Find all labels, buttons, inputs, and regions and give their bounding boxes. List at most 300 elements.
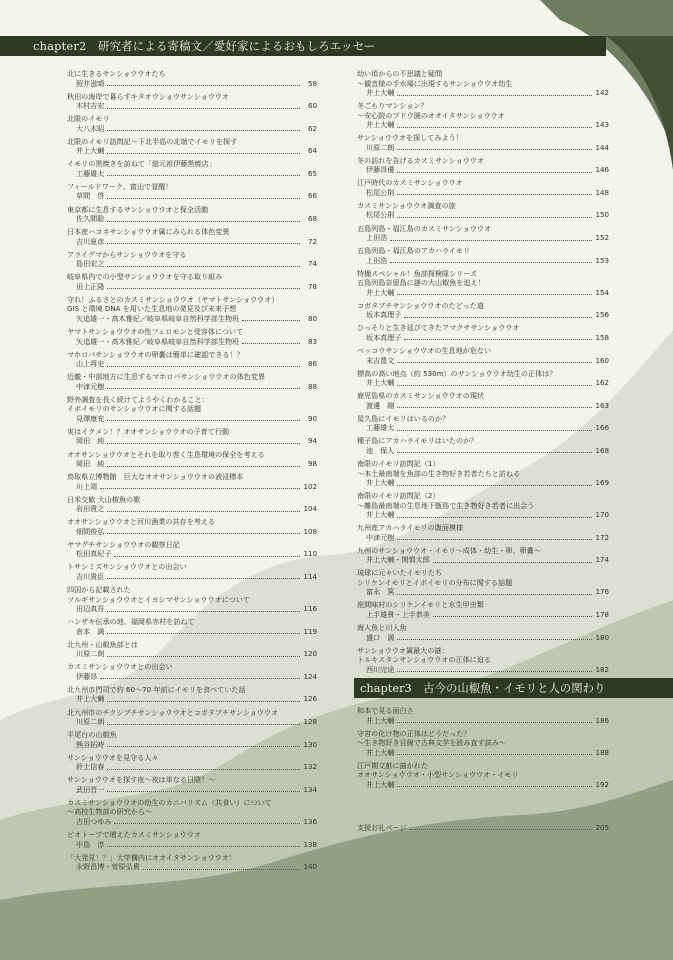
dot-leader: [107, 701, 300, 702]
toc-entry: [67, 227, 317, 246]
entry-author-line: [357, 510, 609, 520]
entry-author-line: [357, 446, 609, 456]
entry-author: 古田つゆみ: [76, 816, 112, 826]
toc-entry: [357, 523, 609, 542]
dot-leader: [107, 153, 300, 154]
entry-title: 屋久島にイモリはいるのか？: [357, 413, 450, 423]
toc-entry: [67, 640, 317, 659]
entry-title: サンショウウオを探す夜〜夜は単なる日陰？〜: [67, 775, 216, 785]
dot-leader: [107, 175, 300, 176]
entry-author: 見澤康充: [76, 413, 105, 423]
entry-author: 川原二朗: [76, 717, 105, 727]
entry-author-line: [67, 459, 317, 469]
toc-entry: [67, 830, 317, 849]
entry-title: ベッコウサンショウウオの生息地が危ない: [357, 346, 492, 356]
toc-entry: [357, 101, 609, 130]
toc-entry: [357, 646, 609, 675]
entry-author: 上手雄貴・上手恭美: [366, 609, 430, 619]
dot-leader: [397, 594, 592, 595]
entry-author-line: [357, 533, 609, 543]
toc-entry: [67, 708, 317, 727]
entry-page-number: 102: [303, 481, 317, 491]
dot-leader: [107, 198, 300, 199]
toc-entry: [357, 623, 609, 642]
toc-entry: [357, 346, 609, 365]
entry-author-line: [357, 401, 609, 411]
toc-entry: [67, 517, 317, 536]
toc-entry: [67, 295, 317, 324]
entry-author: 池 保人: [366, 445, 395, 455]
entry-title: 〜生き物好き目線で古典文学を読み直す試み〜: [357, 738, 506, 748]
dot-leader: [107, 288, 300, 289]
entry-title: ヤマトサンショウウオの性フェロモンと受容体について: [67, 327, 244, 337]
entry-author: 照井滋晴: [76, 78, 105, 88]
entry-author: 伊藤昂: [76, 671, 98, 681]
entry-title: 日本産ハコネサンショウウオ属にみられる体色変異: [67, 227, 230, 237]
entry-author: 上田浩: [366, 233, 388, 243]
chapter3-entries: [357, 706, 609, 789]
dot-leader: [404, 339, 592, 340]
entry-author-line: [67, 314, 317, 324]
entry-author-line: [357, 633, 609, 643]
toc-entry: [67, 562, 317, 581]
entry-author: 山上将史: [76, 359, 105, 369]
entry-author: 吉川貴臣: [76, 571, 105, 581]
entry-page-number: 64: [307, 146, 317, 156]
dot-leader: [397, 407, 592, 408]
entry-author-line: [67, 382, 317, 392]
dot-leader: [107, 221, 300, 222]
dot-leader: [397, 172, 592, 173]
entry-author: 田上正隆: [76, 281, 105, 291]
entry-author-line: [67, 762, 317, 772]
entry-page-number: 86: [307, 359, 317, 369]
toc-entry: [67, 92, 317, 111]
toc-entry: [67, 617, 317, 636]
entry-author: 畑間俊弘: [76, 526, 105, 536]
toc-entry: [357, 224, 609, 243]
entry-author-line: [67, 740, 317, 750]
toc-entry: [67, 540, 317, 559]
entry-title: 東京都に生息するサンショウウオと保全活動: [67, 204, 209, 214]
dot-leader: [114, 823, 300, 824]
entry-author-line: [357, 120, 609, 130]
entry-author: 川原二朗: [76, 649, 105, 659]
entry-page-number: 192: [595, 779, 609, 789]
entry-title: ヤマグチサンショウウオの観察日記: [67, 539, 180, 549]
entry-author-line: [357, 423, 609, 433]
entry-page-number: 153: [595, 255, 609, 265]
dot-leader: [107, 130, 300, 131]
entry-author: 伊藤昂優: [366, 165, 395, 175]
entry-page-number: 186: [595, 715, 609, 725]
toc-entry: [67, 472, 317, 491]
entry-author: 大八木昭: [76, 123, 105, 133]
toc-entry: [357, 414, 609, 433]
toc-entry: [357, 491, 609, 520]
dot-leader: [107, 656, 300, 657]
entry-page-number: 68: [307, 214, 317, 224]
entry-author: 鈴士信春: [76, 762, 105, 772]
spacer: [357, 793, 609, 823]
toc-entry: [67, 585, 317, 614]
entry-title: トルキスタンサンショウウオの正体に迫る: [357, 655, 491, 665]
entry-page-number: 66: [307, 191, 317, 201]
toc-entry: [67, 775, 317, 794]
dot-leader: [397, 786, 592, 787]
entry-title: コガタブチサンショウウオのたどった道: [357, 300, 484, 310]
entry-page-number: 126: [303, 694, 317, 704]
entry-author: 田辺真吾: [76, 604, 105, 614]
toc-entry: [357, 369, 609, 388]
entry-title: オオサンショウウオとそれを取り巻く生息環境の保全を考える: [67, 449, 265, 459]
entry-title: 近畿・中部地方に生息するマホロバサンショウウオの体色変異: [67, 372, 265, 382]
toc-entry: [357, 546, 609, 565]
dot-leader: [433, 616, 592, 617]
toc-entry: [67, 182, 317, 201]
dot-leader: [107, 578, 300, 579]
entry-author-line: [67, 101, 317, 111]
entry-title: オオサンショウウオと河川漁業の共存を考える: [67, 517, 216, 527]
toc-entry: [357, 201, 609, 220]
dot-leader: [107, 611, 300, 612]
entry-title: サンショウウオ属最大の謎：: [357, 645, 449, 655]
dot-leader: [397, 671, 592, 672]
entry-page-number: 172: [595, 532, 609, 542]
toc-entry: [67, 753, 317, 772]
entry-page-number: 156: [595, 310, 609, 320]
entry-page-number: 143: [595, 120, 609, 130]
entry-author: 渡邊 剛: [366, 400, 395, 410]
entry-title: 特撮スペシャル！魚部探検隊シリーズ: [357, 268, 478, 278]
dot-leader: [107, 266, 300, 267]
entry-author: 島田宏之: [76, 259, 105, 269]
entry-author: 中津元樹: [366, 532, 395, 542]
dot-leader: [397, 127, 592, 128]
entry-author: 中島 淳: [76, 839, 105, 849]
toc-entry: [67, 272, 317, 291]
toc-entry: [357, 391, 609, 410]
entry-title: 支援お礼ページ: [357, 822, 407, 832]
entry-title: 実はイクメン！？オオサンショウウオの子育て行動: [67, 426, 230, 436]
dot-leader: [107, 533, 300, 534]
entry-title: 秋田の海岸で暮らすキタオウショウサンショウウオ: [67, 91, 229, 101]
entry-author: 井上大輔: [366, 715, 395, 725]
entry-title: マホロバサンショウウオの卵嚢は簡単に確認できる！？: [67, 349, 244, 359]
entry-author-line: [357, 610, 609, 620]
toc-entry: [67, 427, 317, 446]
entry-author-line: [67, 527, 317, 537]
entry-title: 和本で見る面白さ: [357, 706, 414, 716]
entry-page-number: 80: [307, 313, 317, 323]
entry-page-number: 158: [595, 332, 609, 342]
dot-leader: [397, 217, 592, 218]
entry-page-number: 78: [307, 281, 317, 291]
dot-leader: [397, 294, 592, 295]
entry-author: 富永 篤: [366, 587, 395, 597]
entry-author-line: [67, 549, 317, 559]
dot-leader: [397, 362, 592, 363]
entry-page-number: 180: [595, 632, 609, 642]
entry-page-number: 132: [303, 762, 317, 772]
entry-author: 草間 啓: [76, 191, 105, 201]
entry-title: 種子島にアカハライモリはいたのか？: [357, 436, 478, 446]
entry-author: 武田晋一: [76, 784, 105, 794]
entry-author-line: [67, 191, 317, 201]
entry-page-number: 128: [303, 717, 317, 727]
toc-entry: [67, 853, 317, 872]
entry-title: オオサンショウウオ・小型サンショウウオ・イモリ: [357, 770, 519, 780]
toc-entry: [67, 137, 317, 156]
toc-entry: [67, 159, 317, 178]
entry-title: 冬ごもりマンション？: [357, 101, 428, 111]
entry-title: 五島列島・福江島のカスミサンショウウオ: [357, 223, 492, 233]
entry-title: サンショウウオを探してみよう！: [357, 133, 463, 143]
entry-page-number: 142: [595, 88, 609, 97]
entry-author-line: [67, 359, 317, 369]
entry-author-line: [67, 672, 317, 682]
entry-author: 井上大輔: [366, 747, 395, 757]
entry-page-number: 178: [595, 609, 609, 619]
entry-page-number: 98: [307, 459, 317, 468]
entry-page-number: 116: [303, 604, 317, 614]
entry-author-line: [357, 587, 609, 597]
toc-entry: [67, 69, 317, 88]
entry-author-line: [67, 414, 317, 424]
entry-title: 〜安心院のブドウ園のオオイタサンショウウオ: [357, 110, 505, 120]
entry-title: 北限のイモリ: [67, 114, 110, 124]
entry-author-line: [67, 817, 317, 827]
entry-author-line: [67, 214, 317, 224]
entry-author-line: [357, 333, 609, 343]
right-column: [357, 69, 609, 836]
toc-entry: [67, 372, 317, 391]
entry-page-number: 140: [303, 862, 317, 872]
dot-leader: [107, 746, 300, 747]
entry-page-number: 83: [307, 336, 317, 346]
dot-leader: [107, 108, 300, 109]
entry-title: 南限のイモリ訪問記（1）: [357, 459, 440, 468]
entry-title: 五島列島奈留島に謎の大山椒魚を追え！: [357, 278, 485, 288]
entry-author-line: [357, 210, 609, 220]
entry-title: 〜離島最南端の生息地下甑島で生き物好き若者に出会う: [357, 500, 535, 510]
dot-leader: [107, 388, 300, 389]
entry-page-number: 176: [595, 587, 609, 597]
entry-author-line: [67, 237, 317, 247]
entry-page-number: 62: [307, 123, 317, 133]
dot-leader: [107, 511, 300, 512]
entry-title: GIS と環境 DNA を用いた生息地の発見及び未来予想: [67, 304, 237, 314]
toc-entry: [357, 600, 609, 619]
entry-author-line: [67, 282, 317, 292]
entry-author: 松尾公則: [366, 187, 395, 197]
entry-page-number: 169: [595, 478, 609, 487]
toc-entry: [357, 459, 609, 488]
dot-leader: [107, 366, 300, 367]
entry-page-number: 168: [595, 445, 609, 455]
toc-entry: [357, 69, 609, 98]
entry-title: 北に生きるサンショウウオたち: [67, 69, 166, 78]
dot-leader: [397, 485, 592, 486]
entry-author: 盛口 満: [366, 632, 395, 642]
entry-author-line: [67, 436, 317, 446]
entry-author-line: [67, 259, 317, 269]
entry-author-line: [357, 780, 609, 790]
entry-author-line: [67, 840, 317, 850]
dot-leader: [390, 240, 592, 241]
entry-author: 井上大輔: [366, 378, 395, 388]
entry-author-line: [67, 627, 317, 637]
entry-author-line: [357, 378, 609, 388]
entry-author-line: [357, 665, 609, 675]
toc-entry: [357, 156, 609, 175]
dot-leader: [397, 722, 592, 723]
dot-leader: [410, 829, 592, 830]
entry-title: 江戸時代のカスミサンショウウオ: [357, 178, 463, 188]
dot-leader: [107, 846, 300, 847]
toc-entry: [67, 662, 317, 681]
entry-author-line: [67, 862, 317, 872]
toc-entry: [357, 323, 609, 342]
entry-page-number: 163: [595, 400, 609, 410]
dot-leader: [107, 633, 300, 634]
dot-leader: [404, 317, 592, 318]
entry-title: 五島列島・福江島のアカハライモリ: [357, 246, 471, 256]
entry-author: 井上大輔: [366, 478, 395, 487]
entry-title: サンショウウオを見守る人々: [67, 752, 159, 762]
entry-author-line: [357, 188, 609, 198]
entry-author-line: [67, 785, 317, 795]
entry-author-line: [67, 604, 317, 614]
entry-author: 松尾公則: [366, 210, 395, 220]
entry-title: トサシミズサンショウウオとの出会い: [67, 562, 187, 572]
entry-title: 鹿児島県のカスミサンショウウオの現状: [357, 391, 485, 401]
dot-leader: [397, 149, 592, 150]
entry-author: 工藤雄太: [366, 423, 395, 433]
entry-author: 吉川夏彦: [76, 236, 105, 246]
entry-author: 岩田貴之: [76, 504, 105, 514]
entry-author: 木村吉宏: [76, 101, 105, 111]
entry-page-number: 154: [595, 287, 609, 297]
entry-page-number: 94: [307, 436, 317, 446]
entry-page-number: 138: [303, 839, 317, 849]
dot-leader: [143, 869, 300, 870]
entry-title: イボイモリのサンショウウオに関する話題: [67, 404, 202, 414]
entry-title: 四国から記載された: [67, 585, 131, 595]
entry-author: 井上大輔: [366, 88, 395, 97]
entry-title: 平尾台の山椒魚: [67, 730, 117, 740]
chapter3-header: chapter3 古今の山椒魚・イモリと人の関わり: [354, 678, 673, 698]
entry-author-line: [357, 288, 609, 298]
entry-page-number: 144: [595, 142, 609, 152]
entry-title: 〜観音様の手水場に出現するサンショウウオ幼生: [357, 78, 513, 88]
entry-author: 坂本真理子: [366, 310, 402, 320]
entry-title: 守れ！ふるさとのカスミサンショウウオ（ヤマトサンショウウオ）: [67, 294, 279, 304]
entry-author-line: [67, 124, 317, 134]
entry-title: 標高の高い地点（約 530m）のサンショウウオ幼生の正体は？: [357, 368, 557, 378]
toc-entry: [357, 133, 609, 152]
toc-entry: [67, 205, 317, 224]
entry-page-number: 182: [595, 664, 609, 674]
entry-page-number: 72: [307, 236, 317, 246]
entry-page-number: 124: [303, 671, 317, 681]
dot-leader: [107, 85, 300, 86]
entry-page-number: 146: [595, 165, 609, 175]
entry-page-number: 205: [595, 822, 609, 832]
entry-author: 上田浩: [366, 255, 388, 265]
entry-title: 座間味村のシリケンイモリと水生甲虫類: [357, 600, 484, 610]
entry-title: 南限のイモリ訪問記（2）: [357, 491, 440, 501]
entry-author: 中津元樹: [76, 381, 105, 391]
support-entry: [357, 823, 609, 833]
entry-title: シリケンイモリとイボイモリの分布に関する話題: [357, 577, 513, 587]
toc-entry: [67, 450, 317, 469]
toc-entry: [357, 568, 609, 597]
entry-author: 井上大輔: [366, 120, 395, 130]
toc-entry: [67, 730, 317, 749]
entry-title: 野外調査を長く続けてようやくわかること：: [67, 394, 209, 404]
entry-title: カスミサンショウウオ調査の旅: [357, 200, 456, 210]
entry-author-line: [357, 256, 609, 266]
dot-leader: [107, 791, 300, 792]
entry-page-number: 88: [307, 381, 317, 391]
toc-entry: [67, 327, 317, 346]
entry-author: 井上大輔・関慎太郎: [366, 555, 430, 565]
entry-author: 井上大輔: [366, 779, 395, 789]
dot-leader: [107, 724, 300, 725]
entry-author-line: [67, 79, 317, 89]
toc-entry: [357, 761, 609, 790]
dot-leader: [107, 420, 300, 421]
dot-leader: [397, 194, 592, 195]
entry-author-line: [67, 572, 317, 582]
dot-leader: [397, 385, 592, 386]
entry-author: 井上大輔: [366, 510, 395, 520]
entry-page-number: 90: [307, 413, 317, 423]
entry-page-number: 160: [595, 355, 609, 365]
entry-page-number: 108: [303, 526, 317, 536]
entry-author-line: [67, 694, 317, 704]
entry-page-number: 110: [303, 549, 317, 559]
toc-entry: [357, 436, 609, 455]
toc-entry: [357, 301, 609, 320]
entry-title: 〜高校生物部の研究から〜: [67, 807, 153, 817]
entry-author: 川上靖: [76, 481, 98, 491]
entry-title: 北九州・山椒魚部とは: [67, 639, 138, 649]
entry-author: 坂本真理子: [366, 332, 402, 342]
entry-page-number: 152: [595, 233, 609, 243]
entry-author-line: [67, 717, 317, 727]
entry-page-number: 170: [595, 510, 609, 520]
dot-leader: [242, 343, 300, 344]
entry-author: 矢追雄一・高木雅紀／岐阜県岐阜自然科学部生物班: [76, 313, 240, 323]
entry-author: 西川完途: [366, 664, 395, 674]
entry-page-number: 130: [303, 739, 317, 749]
toc-entry: [67, 350, 317, 369]
dot-leader: [397, 754, 592, 755]
entry-author-line: [357, 748, 609, 758]
entry-author: 岡田 純: [76, 459, 105, 468]
entry-author-line: [357, 716, 609, 726]
entry-page-number: 136: [303, 816, 317, 826]
entry-page-number: 188: [595, 747, 609, 757]
dot-leader: [397, 452, 592, 453]
left-column: [67, 69, 317, 875]
entry-author-line: [67, 649, 317, 659]
entry-author-line: [357, 478, 609, 488]
entry-title: 海人魚と川人魚: [357, 623, 407, 633]
entry-author-line: [67, 337, 317, 347]
